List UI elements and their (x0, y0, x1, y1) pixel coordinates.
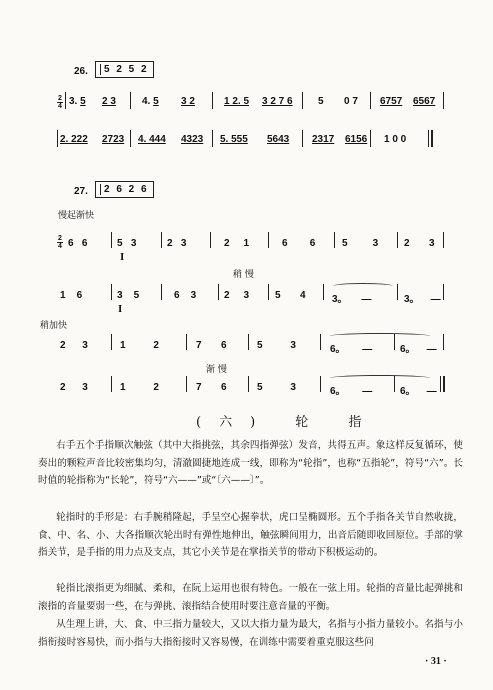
note-group: 5643 (267, 134, 290, 145)
exercise-27-pattern-box (95, 181, 154, 198)
barline (111, 334, 112, 350)
marking-slow: 稍 慢 (233, 270, 254, 280)
barline (161, 284, 162, 300)
barline (443, 284, 444, 300)
barline (302, 130, 303, 147)
barline (57, 130, 58, 147)
note-group: 2 3 (224, 290, 250, 301)
exercise-26-pattern-box (95, 61, 154, 78)
paragraph-3: 轮指比滚指更为细腻、柔和，在阮上运用也很有特色。一般在一弦上用。轮指的音量比起弹挑和滚指的音量要弱一些，在与弹挑、滚指结合使用时要注意音量的平衡。 (38, 583, 463, 612)
note-group: 6567 (413, 96, 436, 107)
marking-gradual-slow: 渐 慢 (206, 365, 227, 375)
note-group: 6。 — (400, 386, 437, 397)
note-group: 2 3 (167, 238, 187, 249)
note-group: 5 3 (257, 382, 296, 393)
barline (320, 334, 321, 350)
barline (320, 376, 321, 392)
barline (111, 284, 112, 300)
note-group: 1 2. 5 (224, 96, 250, 107)
note-group: 1 2 (120, 340, 159, 351)
note-group: 6 6 (282, 238, 316, 249)
barline (443, 92, 444, 109)
barline (111, 376, 112, 392)
pattern-barline (100, 184, 101, 195)
barline (65, 92, 66, 109)
pattern-barline (100, 64, 101, 75)
note-group: 1 2 (120, 382, 159, 393)
note-group: 6。 — (330, 386, 373, 397)
exercise-26-pattern: 5 2 5 2 (104, 64, 149, 75)
barline (443, 376, 445, 392)
note-group: 6156 (345, 134, 368, 145)
barline (218, 284, 219, 300)
note-group: 2 3 (60, 340, 88, 351)
barline (443, 334, 444, 350)
barline (428, 130, 429, 147)
note-group: 3 2 (181, 96, 195, 107)
note-group: 4323 (181, 134, 204, 145)
note-group: 6 6 (68, 238, 88, 249)
note-group: 4. 444 (138, 134, 166, 145)
barline (130, 130, 131, 147)
note-group: 7 6 (196, 340, 227, 351)
barline (268, 284, 269, 300)
note-group: 3 5 (117, 290, 140, 301)
barline (302, 92, 303, 109)
barline (443, 232, 444, 248)
note-group: 2 3 (102, 96, 116, 107)
note-group: 6 3 (174, 290, 197, 301)
tie (333, 283, 393, 289)
roman-numeral: I (120, 251, 125, 263)
exercise-27-number: 27. (74, 186, 88, 197)
note-group: 1 6 (60, 290, 83, 301)
barline (394, 376, 395, 392)
barline (212, 92, 213, 109)
barline (248, 334, 249, 350)
page-number: · 31 · (425, 656, 447, 667)
note-group: 2 3 (60, 382, 88, 393)
note-group: 3。 — (404, 294, 441, 305)
note-group: 3. 5 (69, 96, 86, 107)
barline (186, 376, 187, 392)
barline (440, 376, 441, 392)
barline (186, 334, 187, 350)
note-group: 4. 5 (142, 96, 159, 107)
marking-faster: 稍加快 (40, 321, 68, 331)
barline (212, 130, 213, 147)
barline (394, 334, 395, 350)
barline (268, 232, 269, 248)
note-group: 2317 (312, 134, 335, 145)
barline (323, 284, 324, 300)
note-group: 3。 — (332, 294, 372, 305)
note-group: 5 3 (117, 238, 137, 249)
tie (330, 333, 430, 339)
barline (370, 130, 371, 147)
roman-numeral: I (118, 303, 123, 315)
time-signature: 2 4 (58, 95, 62, 110)
barline (431, 130, 433, 147)
time-signature: 2 4 (58, 235, 62, 250)
barline (111, 232, 112, 248)
barline (130, 92, 131, 109)
note-group: 6。 — (400, 344, 437, 355)
note-group: 2 3 (404, 238, 435, 249)
paragraph-1: 右手五个手指顺次触弦（其中大指挑弦，其余四指弹弦）发音，共得五声。象这样反复循环，使奏出的颗粒声音比较密集均匀，清澈圆捷地连成一线，即称为“轮指”，也称“五指轮”，符号“六”。长时值的轮指称为“长轮”，符号“六——”或“〔六——〕”。 (38, 440, 463, 487)
note-group: 5. 555 (220, 134, 248, 145)
note-group: 2723 (102, 134, 125, 145)
note-group: 3 2 7 6 (262, 96, 293, 107)
exercise-26-number: 26. (74, 66, 88, 77)
note-group: 5 4 (275, 290, 306, 301)
barline (210, 232, 211, 248)
note-group: 1 0 0 (384, 134, 407, 145)
exercise-27-pattern: 2 6 2 6 (104, 184, 149, 195)
note-group: 7 6 (196, 382, 227, 393)
note-group: 6757 (380, 96, 403, 107)
barline (397, 284, 398, 300)
paragraph-4: 从生理上讲，大、食、中三指力量较大，又以大指力量为最大，名指与小指力量较小。名指与小指衔接时容易快，而小指与大指衔接时又容易慢，在训练中需要着重克服这些问 (38, 619, 463, 648)
barline (248, 376, 249, 392)
barline (334, 232, 335, 248)
tempo-marking: 慢起渐快 (58, 211, 95, 221)
note-group: 5 (318, 96, 324, 107)
paragraph-2: 轮指时的手形是：右手腕稍隆起，手呈空心握拳状，虎口呈椭圆形。五个手指各关节自然收拢，食、中、名、小、大各指顺次轮出时有弹性地伸出，触弦瞬间用力，出音后随即收回原位。手部的掌指关节，是手指的用力点及支点，其它小关节是在掌指关节的带动下积极运动的。 (38, 512, 463, 559)
tie (330, 375, 430, 381)
barline (397, 232, 398, 248)
note-group: 6。 — (330, 344, 373, 355)
barline (370, 92, 371, 109)
note-group: 0 7 (344, 96, 358, 107)
note-group: 2. 222 (60, 134, 88, 145)
note-group: 2 1 (224, 238, 250, 249)
barline (161, 232, 162, 248)
note-group: 5 3 (342, 238, 379, 249)
section-title: (六) 轮 指 (196, 415, 380, 430)
note-group: 5 3 (257, 340, 296, 351)
